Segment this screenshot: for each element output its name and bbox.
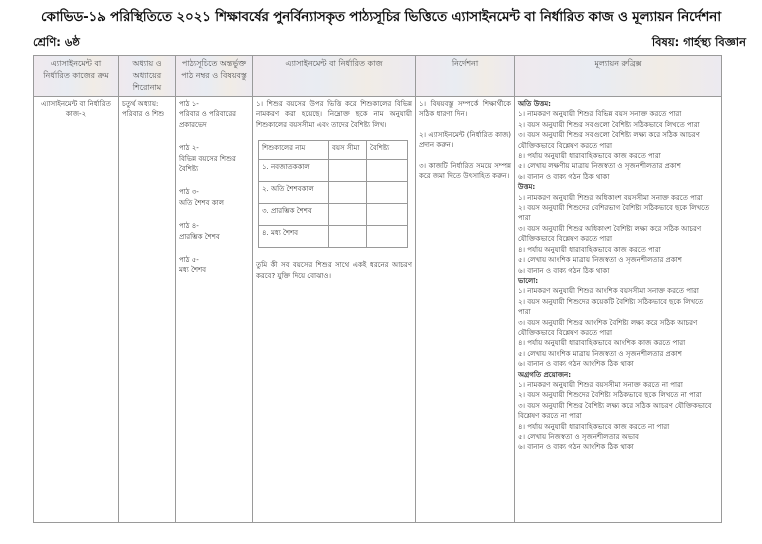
assignment-number-cell xyxy=(34,97,119,523)
lesson-number: পাঠ ৪- xyxy=(179,222,199,231)
rubric-level-title: অতি উত্তম: xyxy=(518,100,551,108)
rubric-item: ৬। বানান ও বাক্য গঠন ঠিক থাকা xyxy=(518,266,610,275)
rubric-level-needs-improvement xyxy=(518,370,718,453)
assignment-table xyxy=(33,55,722,523)
characteristics-blank xyxy=(367,226,408,248)
header-lesson: পাঠ্যসূচিতে অন্তর্ভুক্ত পাঠ নম্বর ও বিষয়বস্তু xyxy=(176,56,253,97)
rubric-item: ২। বয়স অনুযায়ী শিশুদের বেশিরভাগ বৈশিষ্ট্য সঠিকভাবে ছকে লিখতে পারা xyxy=(518,204,710,223)
age-range-blank xyxy=(329,182,367,204)
class-label: শ্রেণি: ৬ষ্ঠ xyxy=(33,35,80,49)
header-chapter: অধ্যায় ও অধ্যায়ের শিরোনাম xyxy=(119,56,176,97)
inner-row xyxy=(259,226,408,248)
inner-header-row xyxy=(259,141,408,160)
instruction-item: ৩। কাজটি নির্ধারিত সময়ে সম্পন্ন করে জমা দিতে উৎসাহিত করুন। xyxy=(419,161,511,181)
lesson-topic: পরিবার ও পরিবারের প্রকারভেদ xyxy=(179,110,237,129)
lesson-item xyxy=(179,255,249,276)
rubric-item: ৪। পর্যায় অনুযায়ী ধারাবাহিকভাবে কাজ করতে পারা xyxy=(518,152,661,161)
lesson-item xyxy=(179,221,249,242)
assignment-number: এ্যাসাইনমেন্ট বা নির্ধারিত কাজ-২ xyxy=(41,100,111,119)
rubric-item: ৬। বানান ও বাক্য গঠন আংশিক ঠিক থাকা xyxy=(518,443,634,452)
chapter-cell xyxy=(119,97,176,523)
header-assignment-order: এ্যাসাইনমেন্ট বা নির্ধারিত কাজের ক্রম xyxy=(34,56,119,97)
header-rubric: মূল্যায়ন রুব্রিক্স xyxy=(515,56,722,97)
header-instructions: নির্দেশনা xyxy=(416,56,515,97)
rubric-item: ১। নামকরণ অনুযায়ী শিশুর বিভিন্ন বয়স সনাক্ত করতে পারা xyxy=(518,110,682,119)
rubric-item: ৫। লেখায় আংশিক মাত্রায় নিজস্বতা ও সৃজনশীলতার প্রকাশ xyxy=(518,256,682,265)
document-title: কোভিড-১৯ পরিস্থিতিতে ২০২১ শিক্ষাবর্ষের পুনর্বিন্যাসকৃত পাঠ্যসূচির ভিত্তিতে এ্যাসাইনমেন্ট বা নির্ধারিত কাজ ও মূল্যায়ন নির্দেশনা xyxy=(41,9,721,25)
stage-name: ২. অতি শৈশবকাল xyxy=(259,182,329,204)
stage-name: ১. নবজাতককাল xyxy=(259,160,329,182)
rubric-level-title: উত্তম: xyxy=(518,183,536,192)
characteristics-blank xyxy=(367,204,408,226)
rubric-item: ৩। বয়স অনুযায়ী শিশুর অধিকাংশ বৈশিষ্ট্য লক্ষ্য করে সঠিক আচরণ যৌক্তিকভাবে বিশ্লেষণ করতে পারা xyxy=(518,224,702,244)
childhood-stages-table xyxy=(258,140,408,248)
rubric-item: ৪। পর্যায় অনুযায়ী ধারাবাহিকভাবে আংশিক কাজ করতে পারা xyxy=(518,339,686,348)
lesson-topic: অতি শৈশব কাল xyxy=(179,198,224,207)
rubric-item: ১। নামকরণ অনুযায়ী শিশুর আংশিক বয়সসীমা সনাক্ত করতে পারা xyxy=(518,287,699,296)
rubric-item: ৬। বানান ও বাক্য গঠন আংশিক ঠিক থাকা xyxy=(518,360,634,369)
inner-row xyxy=(259,182,408,204)
inner-header-characteristics: বৈশিষ্ট্য xyxy=(367,141,408,160)
table-row xyxy=(34,97,722,523)
rubric-level-good xyxy=(518,182,718,276)
lesson-number: পাঠ ২- xyxy=(179,144,199,153)
lesson-item xyxy=(179,99,249,130)
rubric-item: ৩। বয়স অনুযায়ী শিশুর সবগুলো বৈশিষ্ট্য লক্ষ্য করে সঠিক আচরণ যৌক্তিকভাবে বিশ্লেষণ করতে পারা xyxy=(518,131,700,150)
characteristics-blank xyxy=(367,160,408,182)
inner-row xyxy=(259,160,408,182)
inner-header-age-range: বয়স সীমা xyxy=(329,141,367,160)
rubric-level-title: ভালো: xyxy=(518,276,539,285)
lesson-number: পাঠ ৫- xyxy=(179,256,199,265)
age-range-blank xyxy=(329,160,367,182)
lesson-topic: বিভিন্ন বয়সের শিশুর বৈশিষ্ট্য xyxy=(179,154,236,174)
rubric-level-fair xyxy=(518,276,718,370)
characteristics-blank xyxy=(367,182,408,204)
rubric-item: ২। বয়স অনুযায়ী শিশুর সবগুলো বৈশিষ্ট্য সঠিকভাবে লিখতে পারা xyxy=(518,120,700,129)
lesson-item xyxy=(179,143,249,174)
lesson-item xyxy=(179,187,249,208)
rubric-item: ১। নামকরণ অনুযায়ী শিশুর বয়সসীমা সনাক্ত করতে না পারা xyxy=(518,380,683,389)
rubric-item: ১। নামকরণ অনুযায়ী শিশুর অধিকাংশ বয়সসীমা সনাক্ত করতে পারা xyxy=(518,193,703,202)
stage-name: ৪. মধ্য শৈশব xyxy=(259,226,329,248)
lesson-topic: মধ্য শৈশব xyxy=(179,266,207,275)
rubric-item: ৫। লেখায় নিজস্বতা ও সৃজনশীলতার অভাব xyxy=(518,433,639,441)
lesson-number: পাঠ ১- xyxy=(179,100,199,108)
instruction-item: ১। বিষয়বস্তু সম্পর্কে শিক্ষার্থীকে সঠিক ধারণা দিন। xyxy=(419,100,511,119)
rubric-level-excellent xyxy=(518,99,718,182)
rubric-item: ৪। পর্যায় অনুযায়ী ধারাবাহিকভাবে কাজ করতে পারা xyxy=(518,245,661,254)
header-task: এ্যাসাইনমেন্ট বা নির্ধারিত কাজ xyxy=(253,56,416,97)
inner-row xyxy=(259,204,408,226)
stage-name: ৩. প্রারম্ভিক শৈশব xyxy=(259,204,329,226)
age-range-blank xyxy=(329,226,367,248)
task-intro: ১। শিশুর বয়সের উপর ভিত্তি করে শিশুকালের বিভিন্ন নামকরণ করা হয়েছে। নিম্নোক্ত ছকে নাম অনুযায়ী শিশুকালের বয়সসীমা এবং তাদের বৈশিষ্ট্য লিখ। xyxy=(256,100,412,129)
lesson-number: পাঠ ৩- xyxy=(179,188,199,197)
table-header-row xyxy=(34,56,722,97)
rubric-item: ২। বয়স অনুযায়ী শিশুদের কয়েকটি বৈশিষ্ট্য সঠিকভাবে ছকে লিখতে পারা xyxy=(518,297,704,317)
task-question: তুমি কী সব বয়সের শিশুর সাথে একই ধরনের আচরণ করবে? যুক্তি দিয়ে বোঝাও। xyxy=(256,261,412,280)
rubric-level-title: অগ্রগতি প্রয়োজন: xyxy=(518,370,572,379)
rubric-item: ৫। লেখায় লক্ষণীয় মাত্রায় নিজস্বতা ও সৃজনশীলতার প্রকাশ xyxy=(518,162,681,171)
instruction-item: ২। এ্যাসাইনমেন্ট (নির্ধারিত কাজ) প্রদান করুন। xyxy=(419,130,511,150)
instructions-cell xyxy=(416,97,515,523)
rubric-item: ৬। বানান ও বাক্য গঠন ঠিক থাকা xyxy=(518,172,610,181)
rubric-item: ৪। পর্যায় অনুযায়ী ধারাবাহিকভাবে কাজ করতে না পারা xyxy=(518,422,670,431)
rubric-item: ৩। বয়স অনুযায়ী শিশুর আংশিক বৈশিষ্ট্য লক্ষ্য করে সঠিক আচরণ যৌক্তিকভাবে বিশ্লেষণ করতে পারা xyxy=(518,318,698,337)
rubric-item: ২। বয়স অনুযায়ী শিশুদের বৈশিষ্ট্য সঠিকভাবে ছকে লিখতে না পারা xyxy=(518,391,702,400)
age-range-blank xyxy=(329,204,367,226)
rubric-item: ৩। বয়স অনুযায়ী শিশুর বৈশিষ্ট্য লক্ষ্য করে সঠিক আচরণ যৌক্তিকভাবে বিশ্লেষণ করতে না পারা xyxy=(518,401,712,421)
lessons-cell xyxy=(176,97,253,523)
task-cell xyxy=(253,97,416,523)
inner-header-stage-name: শিশুকালের নাম xyxy=(259,141,329,160)
rubric-cell xyxy=(515,97,722,523)
lesson-topic: প্রারম্ভিক শৈশব xyxy=(179,232,220,241)
chapter-title: চতুর্থ অধ্যায়: পরিবার ও শিশু xyxy=(122,100,165,119)
subject-label: বিষয়: গার্হস্থ্য বিজ্ঞান xyxy=(651,35,746,49)
rubric-item: ৫। লেখায় আংশিক মাত্রায় নিজস্বতা ও সৃজনশীলতার প্রকাশ xyxy=(518,349,682,358)
